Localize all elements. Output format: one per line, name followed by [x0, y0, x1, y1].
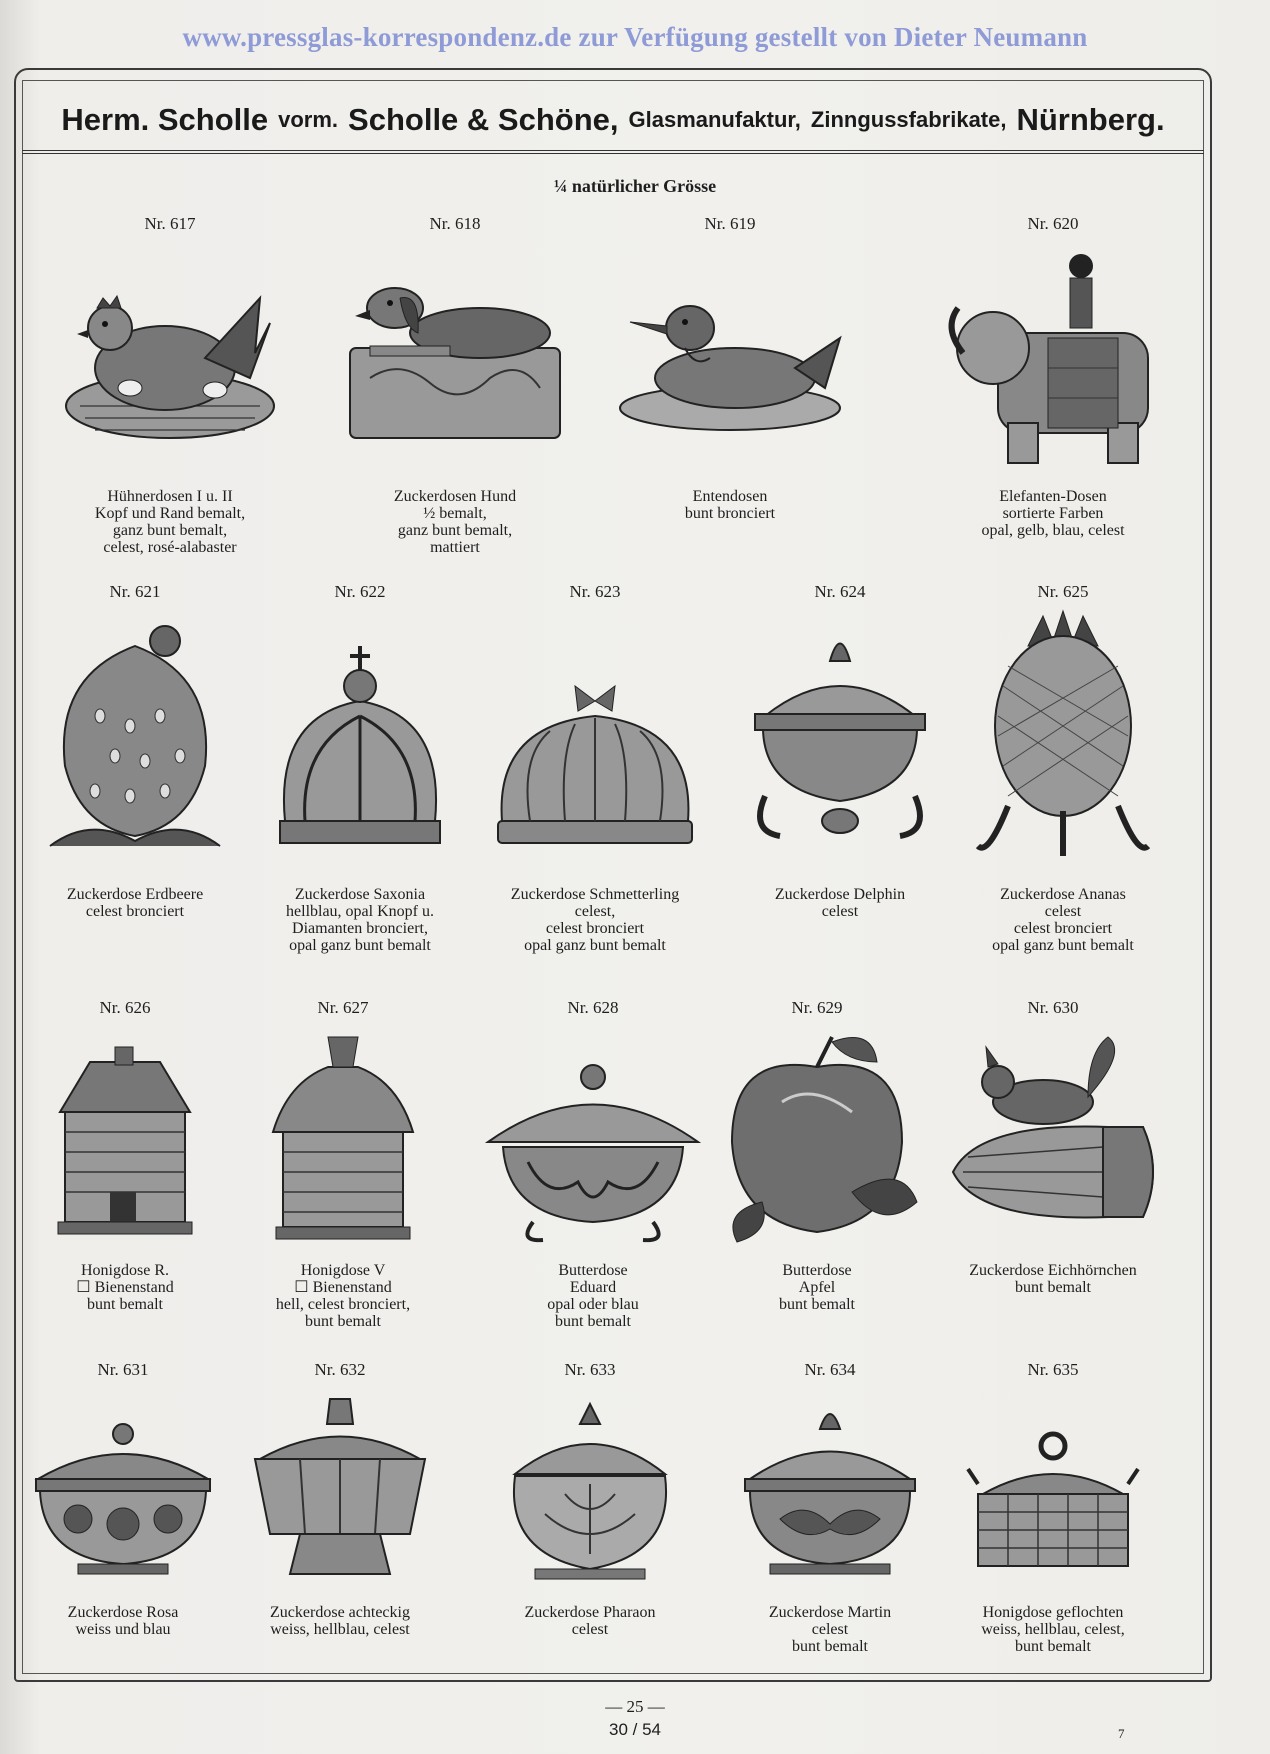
- item-description: Zuckerdose Saxonia hellblau, opal Knopf u. Diamanten bronciert, opal ganz bunt bemalt: [286, 886, 434, 954]
- item-number: Nr. 627: [317, 998, 369, 1017]
- catalog-item-623: [480, 582, 710, 954]
- item-number: Nr. 619: [704, 214, 756, 233]
- header-city: Nürnberg.: [1016, 102, 1165, 137]
- catalog-item-634: [715, 1360, 945, 1655]
- item-description: Zuckerdose Ananas celest celest bronciert opal ganz bunt bemalt: [992, 886, 1134, 954]
- item-description: Entendosen bunt bronciert: [684, 488, 776, 522]
- catalog-item-631: [8, 1360, 238, 1638]
- catalog-item-619: [615, 214, 845, 522]
- item-description: Hühnerdosen I u. II Kopf und Rand bemalt, ganz bunt bemalt, celest, rosé-alabaster: [94, 488, 246, 556]
- item-number: Nr. 631: [97, 1360, 149, 1379]
- item-number: Nr. 618: [429, 214, 481, 233]
- catalog-item-618: [340, 214, 570, 556]
- catalog-item-627: [228, 998, 458, 1330]
- header-rule: [22, 150, 1204, 154]
- corner-mark: 7: [1118, 1726, 1125, 1741]
- catalog-item-632: [225, 1360, 455, 1638]
- woven-honey-dish-icon: [938, 1384, 1168, 1604]
- item-description: Zuckerdose Pharaon celest: [524, 1604, 656, 1638]
- duck-dish-icon: [615, 238, 845, 488]
- catalog-item-630: [938, 998, 1168, 1296]
- header-formerly: vorm.: [278, 107, 339, 132]
- strawberry-dish-icon: [20, 606, 250, 886]
- item-number: Nr. 620: [1027, 214, 1079, 233]
- header-former-company: Scholle & Schöne,: [348, 102, 619, 137]
- elephant-dish-icon: [938, 238, 1168, 488]
- item-number: Nr. 622: [334, 582, 386, 601]
- catalog-item-629: [702, 998, 932, 1313]
- item-description: Zuckerdose Schmetterling celest, celest bronciert opal ganz bunt bemalt: [510, 886, 680, 954]
- catalog-item-621: [20, 582, 250, 920]
- item-number: Nr. 629: [791, 998, 843, 1017]
- butterfly-dish-icon: [480, 606, 710, 886]
- item-number: Nr. 626: [99, 998, 151, 1017]
- catalog-header: [22, 92, 1204, 148]
- item-number: Nr. 628: [567, 998, 619, 1017]
- catalog-item-635: [938, 1360, 1168, 1655]
- item-description: Honigdose R. ☐ Bienenstand bunt bemalt: [76, 1262, 174, 1313]
- watermark-text: www.pressglas-korrespondenz.de zur Verfügung gestellt von Dieter Neumann: [182, 22, 1088, 52]
- item-description: Zuckerdose Eichhörnchen bunt bemalt: [969, 1262, 1137, 1296]
- dolphin-dish-icon: [725, 606, 955, 886]
- item-description: Zuckerdose Delphin celest: [774, 886, 906, 920]
- martin-dish-icon: [715, 1384, 945, 1604]
- header-company: Herm. Scholle: [61, 102, 269, 137]
- catalog-item-625: [948, 582, 1178, 954]
- pineapple-dish-icon: [948, 606, 1178, 886]
- butter-dish-icon: [478, 1022, 708, 1262]
- item-description: Elefanten-Dosen sortierte Farben opal, gelb, blau, celest: [981, 488, 1125, 539]
- beehive-house-icon: [10, 1022, 240, 1262]
- page-count: 30 / 54: [609, 1720, 661, 1739]
- item-number: Nr. 617: [144, 214, 196, 233]
- catalog-item-626: [10, 998, 240, 1313]
- item-number: Nr. 633: [564, 1360, 616, 1379]
- rose-dish-icon: [8, 1384, 238, 1604]
- catalog-item-624: [725, 582, 955, 920]
- apple-dish-icon: [702, 1022, 932, 1262]
- beehive-roof-icon: [228, 1022, 458, 1262]
- item-description: Zuckerdosen Hund ½ bemalt, ganz bunt bemalt, mattiert: [393, 488, 517, 556]
- pharaon-dish-icon: [475, 1384, 705, 1604]
- item-description: Honigdose V ☐ Bienenstand hell, celest bronciert, bunt bemalt: [275, 1262, 411, 1330]
- octagonal-dish-icon: [225, 1384, 455, 1604]
- item-description: Zuckerdose Martin celest bunt bemalt: [768, 1604, 892, 1655]
- item-description: Zuckerdose Erdbeere celest bronciert: [66, 886, 204, 920]
- item-number: Nr. 625: [1037, 582, 1089, 601]
- catalog-item-620: [938, 214, 1168, 539]
- catalog-item-633: [475, 1360, 705, 1638]
- item-description: Zuckerdose Rosa weiss und blau: [67, 1604, 179, 1638]
- dog-dish-icon: [340, 238, 570, 488]
- hen-dish-icon: [55, 238, 285, 488]
- item-number: Nr. 624: [814, 582, 866, 601]
- squirrel-dish-icon: [938, 1022, 1168, 1262]
- header-glass: Glasmanufaktur,: [628, 107, 801, 132]
- catalog-item-617: [55, 214, 285, 556]
- item-number: Nr. 635: [1027, 1360, 1079, 1379]
- item-description: Butterdose Apfel bunt bemalt: [779, 1262, 855, 1313]
- item-number: Nr. 632: [314, 1360, 366, 1379]
- item-description: Zuckerdose achteckig weiss, hellblau, celest: [270, 1604, 410, 1638]
- item-number: Nr. 623: [569, 582, 621, 601]
- item-number: Nr. 630: [1027, 998, 1079, 1017]
- scale-note: ¼ natürlicher Grösse: [553, 176, 717, 196]
- item-number: Nr. 634: [804, 1360, 856, 1379]
- item-description: Butterdose Eduard opal oder blau bunt bemalt: [547, 1262, 639, 1330]
- header-pewter: Zinngussfabrikate,: [810, 107, 1007, 132]
- crown-dish-icon: [245, 606, 475, 886]
- page-number: — 25 —: [605, 1697, 665, 1716]
- item-description: Honigdose geflochten weiss, hellblau, celest, bunt bemalt: [981, 1604, 1125, 1655]
- item-number: Nr. 621: [109, 582, 161, 601]
- catalog-item-622: [245, 582, 475, 954]
- catalog-item-628: [478, 998, 708, 1330]
